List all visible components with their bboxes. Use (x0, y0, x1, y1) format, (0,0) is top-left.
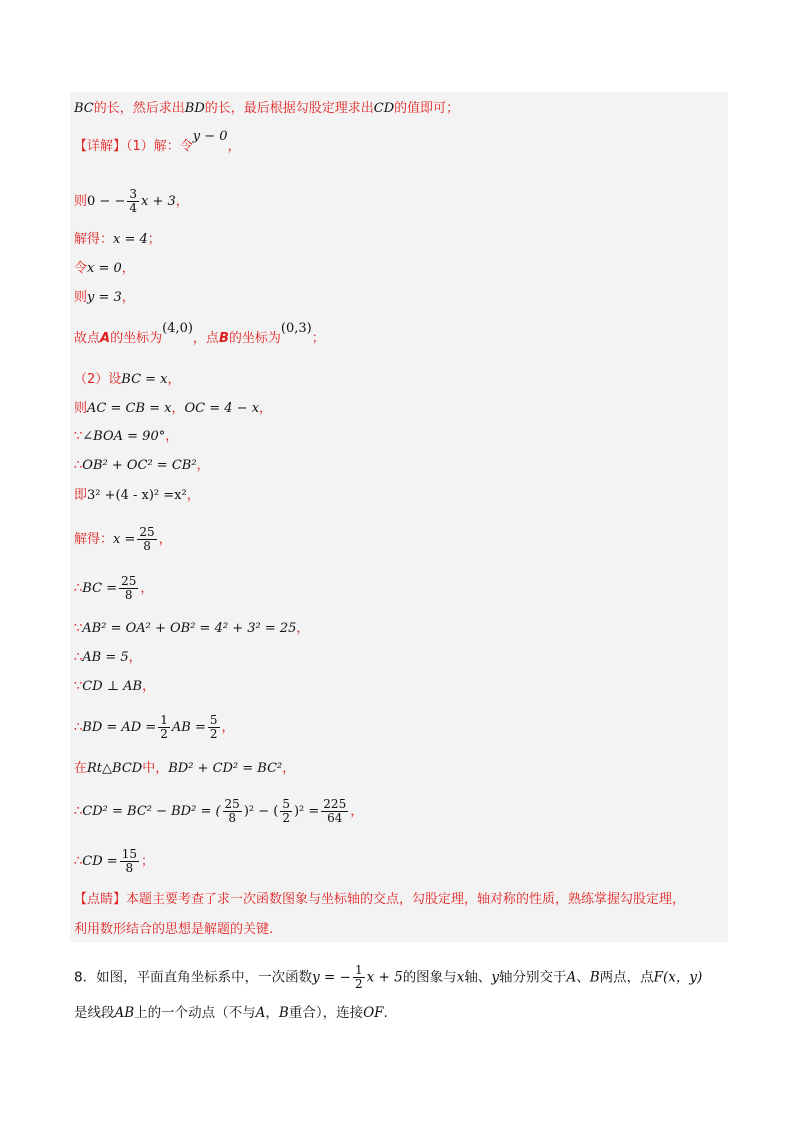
point-label: A (100, 331, 111, 346)
remark-text: 利用数形结合的思想是解题的关键. (74, 922, 274, 937)
solution-line-17 (74, 678, 155, 696)
text: ， (128, 650, 142, 665)
text: 轴、 (464, 969, 492, 986)
text: . (383, 1005, 388, 1021)
math-text: OB² + OC² = CB² (82, 458, 197, 473)
because-symbol: ∵ (74, 679, 83, 694)
math-text: x + 5 (366, 969, 403, 986)
point-label: B (218, 331, 229, 346)
math-text: BD (184, 101, 205, 116)
therefore-symbol: ∴ (74, 458, 83, 473)
solution-line-14 (74, 575, 153, 602)
fraction: $\frac{3}{4}$ (129, 187, 137, 215)
math-text: OC = 4 − x (184, 401, 260, 416)
solution-line-9 (74, 400, 272, 418)
math-text: F(x，y) (653, 969, 703, 986)
math-text: Rt△BCD (87, 761, 143, 776)
text: ， (140, 581, 154, 596)
fraction: $\frac{25}{8}$ (139, 525, 155, 553)
solution-line-16 (74, 649, 142, 667)
solution-line-2 (74, 129, 241, 156)
math-text: CD (373, 101, 395, 116)
text: ， (282, 761, 296, 776)
math-text: BC = x (121, 372, 168, 387)
math-text: )² = (293, 804, 320, 819)
solution-line-13 (74, 526, 172, 553)
text: 则 (74, 290, 88, 305)
text: 解得： (74, 232, 114, 247)
because-symbol: ∵ (74, 429, 83, 444)
math-text: BC = (82, 581, 118, 596)
text: ； (147, 232, 161, 247)
text: ， (167, 372, 181, 387)
text: 则 (74, 401, 88, 416)
math-text: BC (74, 101, 94, 116)
text: 即 (74, 488, 88, 503)
math-text: (0,3) (280, 321, 312, 336)
fraction: $\frac{5}{2}$ (209, 713, 218, 741)
math-text: x = 4 (113, 232, 148, 247)
text: ， (259, 401, 273, 416)
math-text: y (491, 969, 499, 986)
because-symbol: ∵ (74, 621, 83, 636)
text: ， (265, 1005, 279, 1021)
remark-text: 【点睛】本题主要考查了求一次函数图象与坐标轴的交点，勾股定理，轴对称的性质，熟练掌握勾股定理， (74, 892, 686, 907)
therefore-symbol: ∴ (74, 650, 83, 665)
text: ； (140, 854, 154, 869)
math-text: AB (114, 1005, 135, 1021)
text: 解得： (74, 532, 114, 547)
math-text: AB² = OA² + OB² = 4² + 3² = 25 (82, 621, 297, 636)
detail-heading: 【详解】（1）解：令 (74, 139, 193, 154)
math-text: AC = CB = x (87, 401, 172, 416)
solution-line-3 (74, 188, 189, 215)
solution-line-5 (74, 260, 135, 278)
solution-line-22 (74, 891, 685, 909)
solution-line-7 (74, 321, 325, 348)
math-text: CD = (82, 854, 118, 869)
solution-line-12 (74, 487, 200, 505)
math-text: CD² = BC² − BD² = ( (82, 804, 221, 819)
text: ， (121, 290, 135, 305)
therefore-symbol: ∴ (74, 581, 83, 596)
text: 轴分别交于 (498, 969, 567, 986)
solution-line-21 (74, 848, 154, 875)
text: 上的一个动点（不与 (134, 1005, 256, 1021)
text: 的图象与 (402, 969, 457, 986)
math-text: CD ⊥ AB (82, 679, 143, 694)
text: 在 (74, 761, 88, 776)
math-text: x (456, 969, 465, 986)
text: ， (350, 804, 364, 819)
solution-line-11 (74, 457, 210, 475)
math-text: y = 3 (87, 290, 122, 305)
math-text: A (566, 969, 577, 986)
text: （2）设 (74, 372, 122, 387)
math-text: BD = AD = (82, 720, 157, 735)
text: ， (296, 621, 310, 636)
math-text: ∠BOA = 90° (82, 429, 166, 444)
therefore-symbol: ∴ (74, 804, 83, 819)
text: ， (186, 488, 200, 503)
solution-line-15 (74, 620, 309, 638)
text: ， (158, 532, 172, 547)
text: ， (175, 194, 189, 209)
text: 8．如图，平面直角坐标系中，一次函数 (74, 969, 313, 986)
math-text: x = 0 (87, 261, 122, 276)
text: 两点，点 (599, 969, 654, 986)
text: 、 (576, 969, 590, 986)
text: 令 (74, 261, 88, 276)
fraction: $\frac{25}{8}$ (224, 797, 240, 825)
solution-line-19 (74, 760, 295, 778)
text: 的长，然后求出 (93, 101, 185, 116)
text: 是线段 (74, 1005, 115, 1021)
math-text: y = − (312, 969, 351, 986)
math-text: (4,0) (162, 321, 193, 336)
text: ， (227, 139, 241, 154)
therefore-symbol: ∴ (74, 720, 83, 735)
math-text: x + 3 (140, 194, 176, 209)
problem-line-2 (74, 1004, 388, 1022)
text: 的坐标为 (110, 331, 163, 346)
solution-line-23 (74, 921, 273, 939)
fraction: $\frac{1}{2}$ (160, 713, 168, 741)
text: ， (171, 401, 185, 416)
math-text: 0 − − (87, 194, 126, 209)
math-text: x = (113, 532, 136, 547)
math-text: B (589, 969, 600, 986)
solution-line-4 (74, 231, 161, 249)
problem-line-1 (74, 964, 702, 991)
text: 的长，最后根据勾股定理求出 (204, 101, 374, 116)
fraction: $\frac{15}{8}$ (121, 847, 137, 875)
solution-line-10 (74, 428, 178, 446)
text: 中， (142, 761, 169, 776)
solution-line-18 (74, 714, 235, 741)
math-text: 3² +(4 - x)² =x² (87, 488, 187, 503)
text: 则 (74, 194, 88, 209)
text: 的坐标为 (228, 331, 281, 346)
text: ，点 (192, 331, 219, 346)
math-text: y − 0 (192, 129, 228, 144)
math-text: )² − ( (243, 804, 279, 819)
fraction: $\frac{1}{2}$ (354, 963, 363, 991)
math-text: BD² + CD² = BC² (168, 761, 283, 776)
text: ， (165, 429, 179, 444)
text: 的值即可； (394, 101, 460, 116)
text: ， (142, 679, 156, 694)
solution-line-1 (74, 100, 459, 118)
text: ， (121, 261, 135, 276)
text: 故点 (74, 331, 101, 346)
text: ， (221, 720, 235, 735)
fraction: $\frac{25}{8}$ (121, 574, 137, 602)
text: 重合），连接 (288, 1005, 364, 1021)
text: ， (196, 458, 210, 473)
math-text: AB = (171, 720, 206, 735)
solution-line-6 (74, 289, 135, 307)
therefore-symbol: ∴ (74, 854, 83, 869)
solution-line-20 (74, 798, 363, 825)
text: ； (311, 331, 325, 346)
solution-line-8 (74, 371, 181, 389)
math-text: OF (363, 1005, 384, 1021)
fraction: $\frac{225}{64}$ (323, 797, 347, 825)
math-text: AB = 5 (82, 650, 129, 665)
math-text: A (255, 1005, 266, 1021)
math-text: B (278, 1005, 289, 1021)
fraction: $\frac{5}{2}$ (282, 797, 290, 825)
